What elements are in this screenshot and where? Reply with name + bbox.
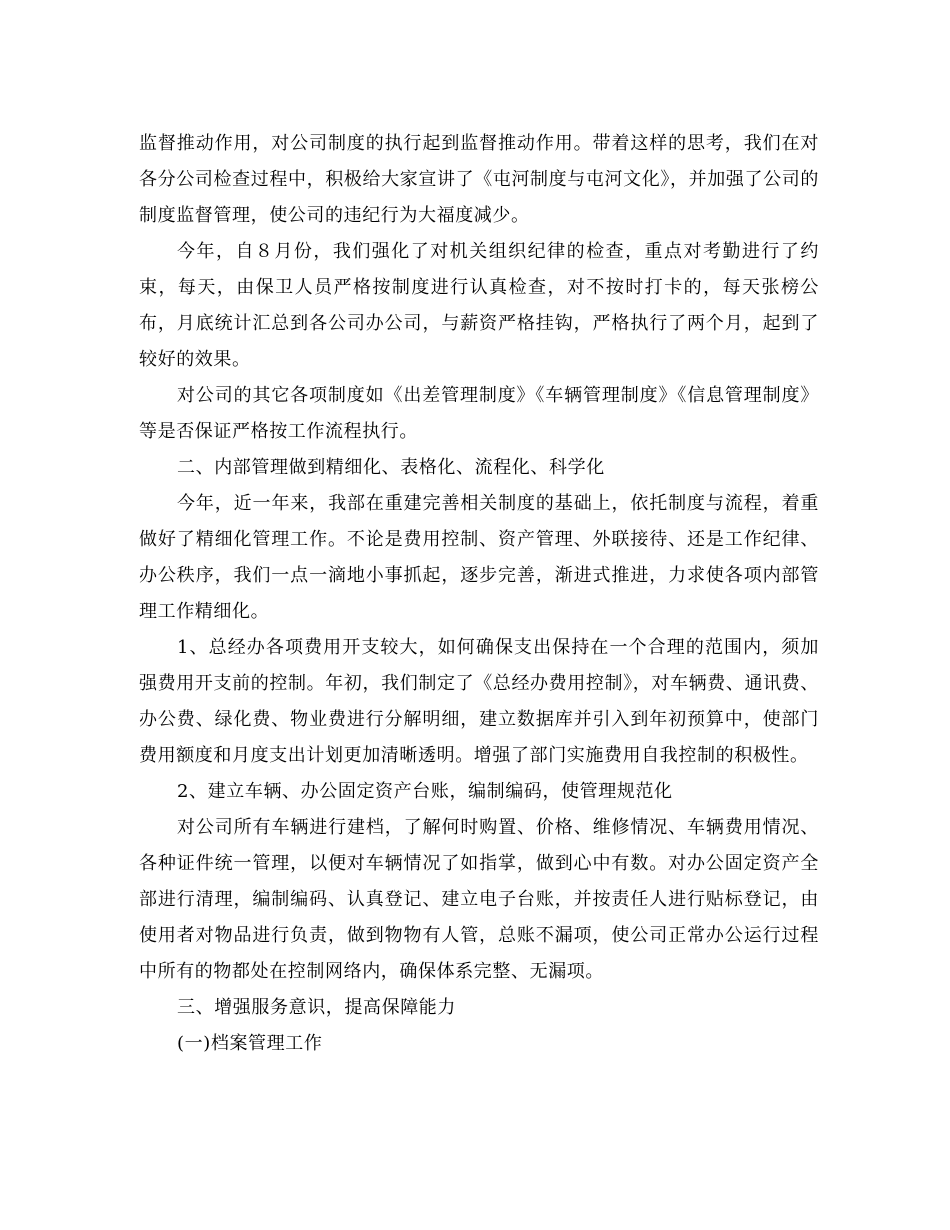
section-heading-service-awareness: 三、增强服务意识，提高保障能力 bbox=[177, 997, 456, 1018]
paragraph-attendance: 今年，自８月份，我们强化了对机关组织纪律的检查，重点对考勤进行了约束，每天，由保卫人员严格按制度进行认真检查，对不按时打卡的，每天张榜公布，月底统计汇总到各公司办公司，与薪资严格挂钩，严格执行了两个月，起到了较好的效果。 bbox=[139, 241, 819, 370]
section-heading-internal-management: 二、内部管理做到精细化、表格化、流程化、科学化 bbox=[177, 457, 605, 478]
paragraph-vehicle-assets: 对公司所有车辆进行建档，了解何时购置、价格、维修情况、车辆费用情况、各种证件统一管理，以便对车辆情况了如指掌，做到心中有数。对办公固定资产全部进行清理，编制编码、认真登记、建立电子台账，并按责任人进行贴标登记，由使用者对物品进行负责，做到物物有人管，总账不漏项，使公司正常办公运行过程中所有的物都处在控制网络内，确保体系完整、无漏项。 bbox=[139, 817, 819, 982]
subheading-archive-management: (一)档案管理工作 bbox=[177, 1033, 323, 1054]
document-body bbox=[139, 126, 819, 1062]
paragraph-expense-control: 1、总经办各项费用开支较大，如何确保支出保持在一个合理的范围内，须加强费用开支前的控制。年初，我们制定了《总经办费用控制》，对车辆费、通讯费、办公费、绿化费、物业费进行分解明细，建立数据库并引入到年初预算中，使部门费用额度和月度支出计划更加清晰透明。增强了部门实施费用自我控制的积极性。 bbox=[139, 637, 819, 766]
paragraph-refined-management: 今年，近一年来，我部在重建完善相关制度的基础上，依托制度与流程，着重做好了精细化管理工作。不论是费用控制、资产管理、外联接待、还是工作纪律、办公秩序，我们一点一滴地小事抓起，逐步完善，渐进式推进，力求使各项内部管理工作精细化。 bbox=[139, 493, 819, 622]
subheading-asset-ledger: 2、建立车辆、办公固定资产台账，编制编码，使管理规范化 bbox=[177, 781, 673, 802]
paragraph-supervision: 监督推动作用，对公司制度的执行起到监督推动作用。带着这样的思考，我们在对各分公司检查过程中，积极给大家宣讲了《屯河制度与屯河文化》，并加强了公司的制度监督管理，使公司的违纪行为大福度减少。 bbox=[139, 133, 819, 226]
paragraph-other-rules: 对公司的其它各项制度如《出差管理制度》《车辆管理制度》《信息管理制度》等是否保证严格按工作流程执行。 bbox=[139, 385, 819, 442]
